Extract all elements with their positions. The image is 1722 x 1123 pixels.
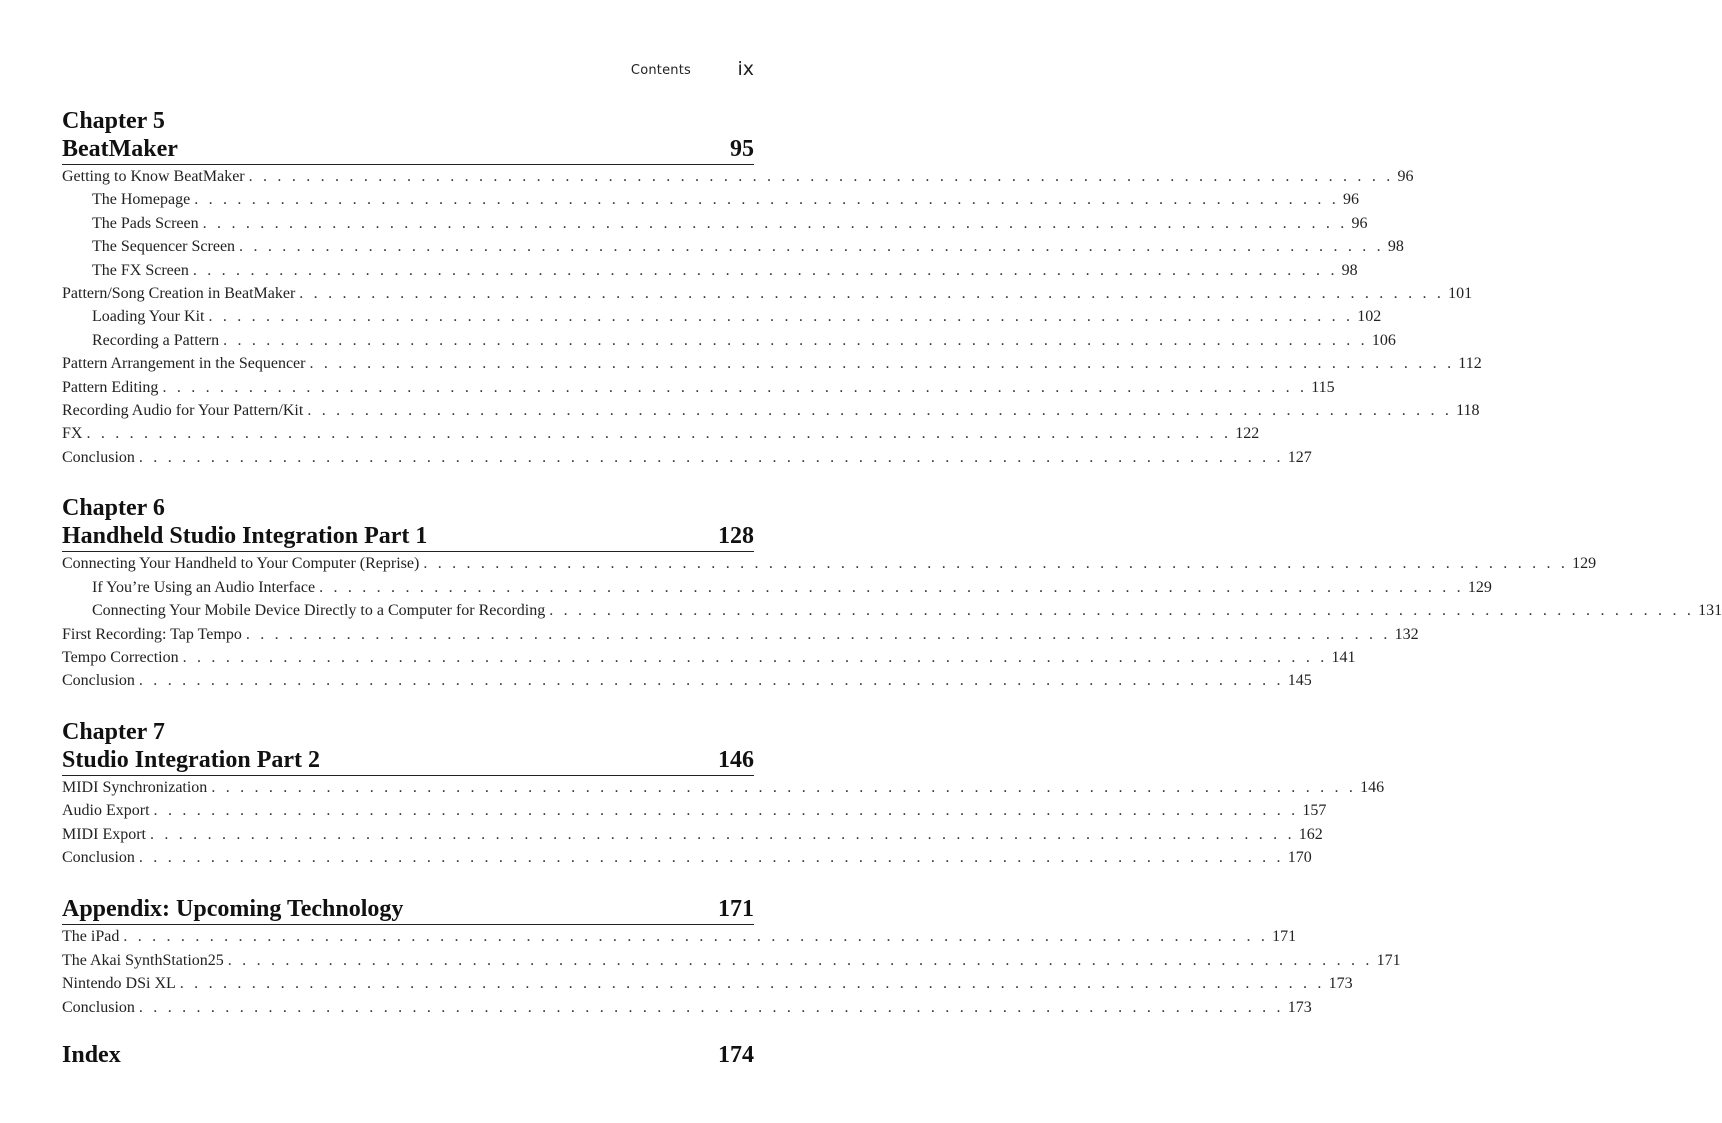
toc-subentry[interactable] — [62, 259, 1358, 282]
dot-leader: . . . . . . . . . . . . . . . . . . . . . . . . . . . . . . . . . . . . . . . . . . . . . . . . . . . . . . . . . . . . . . . . . . . . . . . . . . . . . . . . — [248, 168, 1394, 185]
dot-leader: . . . . . . . . . . . . . . . . . . . . . . . . . . . . . . . . . . . . . . . . . . . . . . . . . . . . . . . . . . . . . . . . . . . . . . . . . . . . . . . . — [138, 848, 1284, 866]
chapter-title: Index — [62, 1041, 121, 1068]
page-number: ix — [737, 58, 754, 80]
entry-page-number: 171 — [1376, 951, 1401, 969]
entry-page-number: 122 — [1235, 425, 1260, 443]
toc-entry[interactable] — [62, 669, 1312, 692]
toc-entry[interactable] — [62, 422, 1260, 445]
chapter-title: Appendix: Upcoming Technology — [62, 896, 404, 923]
toc-subentry[interactable] — [62, 599, 1722, 622]
dot-leader: . . . . . . . . . . . . . . . . . . . . . . . . . . . . . . . . . . . . . . . . . . . . . . . . . . . . . . . . . . . . . . . . . . . . . . . . . . . . . . . . — [208, 308, 1354, 326]
dot-leader: . . . . . . . . . . . . . . . . . . . . . . . . . . . . . . . . . . . . . . . . . . . . . . . . . . . . . . . . . . . . . . . . . . . . . . . . . . . . . . . . — [86, 425, 1232, 443]
dot-leader: . . . . . . . . . . . . . . . . . . . . . . . . . . . . . . . . . . . . . . . . . . . . . . . . . . . . . . . . . . . . . . . . . . . . . . . . . . . . . . . . — [192, 261, 1338, 279]
dot-leader: . . . . . . . . . . . . . . . . . . . . . . . . . . . . . . . . . . . . . . . . . . . . . . . . . . . . . . . . . . . . . . . . . . . . . . . . . . . . . . . . — [123, 928, 1269, 946]
dot-leader: . . . . . . . . . . . . . . . . . . . . . . . . . . . . . . . . . . . . . . . . . . . . . . . . . . . . . . . . . . . . . . . . . . . . . . . . . . . . . . . . — [423, 555, 1569, 573]
toc-subentry[interactable] — [62, 305, 1382, 328]
chapter-heading[interactable] — [62, 1041, 754, 1070]
chapter-heading[interactable] — [62, 746, 754, 776]
entry-page-number: 101 — [1448, 285, 1473, 303]
entry-title: The Pads Screen — [92, 214, 199, 232]
toc-entry[interactable] — [62, 352, 1482, 375]
entry-page-number: 115 — [1311, 378, 1335, 396]
toc-entry[interactable] — [62, 623, 1419, 646]
entry-title: Connecting Your Handheld to Your Computer (Reprise) — [62, 555, 420, 573]
chapter-page-number: 128 — [718, 523, 754, 550]
dot-leader: . . . . . . . . . . . . . . . . . . . . . . . . . . . . . . . . . . . . . . . . . . . . . . . . . . . . . . . . . . . . . . . . . . . . . . . . . . . . . . . . — [211, 778, 1357, 796]
entry-title: First Recording: Tap Tempo — [62, 625, 242, 643]
chapter-label: Chapter 6 — [62, 495, 165, 522]
toc-subentry[interactable] — [62, 576, 1492, 599]
entry-page-number: 96 — [1343, 191, 1359, 209]
dot-leader: . . . . . . . . . . . . . . . . . . . . . . . . . . . . . . . . . . . . . . . . . . . . . . . . . . . . . . . . . . . . . . . . . . . . . . . . . . . . . . . . — [245, 625, 1391, 643]
dot-leader: . . . . . . . . . . . . . . . . . . . . . . . . . . . . . . . . . . . . . . . . . . . . . . . . . . . . . . . . . . . . . . . . . . . . . . . . . . . . . . . . — [162, 378, 1308, 396]
entry-page-number: 112 — [1458, 355, 1482, 373]
toc-entry[interactable] — [62, 552, 1597, 575]
chapter-page-number: 171 — [718, 896, 754, 923]
entry-page-number: 118 — [1456, 402, 1480, 420]
toc-entry[interactable] — [62, 972, 1353, 995]
toc-entry[interactable] — [62, 925, 1297, 948]
entry-title: Conclusion — [62, 848, 135, 866]
toc-chapter — [62, 108, 1482, 469]
entry-page-number: 145 — [1287, 672, 1312, 690]
dot-leader: . . . . . . . . . . . . . . . . . . . . . . . . . . . . . . . . . . . . . . . . . . . . . . . . . . . . . . . . . . . . . . . . . . . . . . . . . . . . . . . . — [149, 825, 1295, 843]
entry-title: Connecting Your Mobile Device Directly to a Computer for Recording — [92, 602, 546, 620]
entry-title: Pattern Editing — [62, 378, 159, 396]
dot-leader: . . . . . . . . . . . . . . . . . . . . . . . . . . . . . . . . . . . . . . . . . . . . . . . . . . . . . . . . . . . . . . . . . . . . . . . . . . . . . . . . — [138, 998, 1284, 1016]
entry-page-number: 102 — [1357, 308, 1382, 326]
entry-title: Getting to Know BeatMaker — [62, 168, 245, 185]
entry-title: The FX Screen — [92, 261, 189, 279]
entry-title: The iPad — [62, 928, 120, 946]
entry-page-number: 157 — [1302, 802, 1327, 820]
dot-leader: . . . . . . . . . . . . . . . . . . . . . . . . . . . . . . . . . . . . . . . . . . . . . . . . . . . . . . . . . . . . . . . . . . . . . . . . . . . . . . . . — [239, 238, 1384, 256]
entry-page-number: 98 — [1341, 261, 1358, 279]
entry-page-number: 98 — [1387, 238, 1404, 256]
toc-entry[interactable] — [62, 399, 1480, 422]
entry-page-number: 129 — [1467, 578, 1492, 596]
table-of-contents — [62, 108, 1722, 1092]
entry-title: Audio Export — [62, 802, 150, 820]
entry-title: Pattern/Song Creation in BeatMaker — [62, 285, 296, 303]
chapter-heading[interactable] — [62, 522, 754, 552]
chapter-page-number: 146 — [718, 746, 754, 773]
chapter-title: Handheld Studio Integration Part 1 — [62, 523, 428, 550]
toc-chapter — [62, 895, 1401, 1019]
entry-title: The Akai SynthStation25 — [62, 951, 224, 969]
dot-leader: . . . . . . . . . . . . . . . . . . . . . . . . . . . . . . . . . . . . . . . . . . . . . . . . . . . . . . . . . . . . . . . . . . . . . . . . . . . . . . . . — [227, 951, 1373, 969]
entry-title: Loading Your Kit — [92, 308, 205, 326]
entry-title: Nintendo DSi XL — [62, 975, 176, 993]
chapter-heading[interactable] — [62, 895, 754, 925]
toc-entry[interactable] — [62, 165, 1414, 188]
running-head: Contents — [630, 63, 691, 78]
entry-title: If You’re Using an Audio Interface — [92, 578, 316, 596]
toc-entry[interactable] — [62, 799, 1327, 822]
dot-leader: . . . . . . . . . . . . . . . . . . . . . . . . . . . . . . . . . . . . . . . . . . . . . . . . . . . . . . . . . . . . . . . . . . . . . . . . . . . . . . . . — [307, 402, 1453, 420]
dot-leader: . . . . . . . . . . . . . . . . . . . . . . . . . . . . . . . . . . . . . . . . . . . . . . . . . . . . . . . . . . . . . . . . . . . . . . . . . . . . . . . . — [309, 355, 1455, 373]
chapter-page-number: 174 — [718, 1041, 754, 1068]
dot-leader: . . . . . . . . . . . . . . . . . . . . . . . . . . . . . . . . . . . . . . . . . . . . . . . . . . . . . . . . . . . . . . . . . . . . . . . . . . . . . . . . — [182, 648, 1328, 666]
toc-chapter — [62, 718, 1385, 870]
entry-page-number: 162 — [1298, 825, 1323, 843]
entry-title: Tempo Correction — [62, 648, 179, 666]
entry-page-number: 96 — [1397, 168, 1414, 185]
toc-entry[interactable] — [62, 446, 1312, 469]
entry-title: Conclusion — [62, 448, 135, 466]
toc-subentry[interactable] — [62, 235, 1404, 258]
dot-leader: . . . . . . . . . . . . . . . . . . . . . . . . . . . . . . . . . . . . . . . . . . . . . . . . . . . . . . . . . . . . . . . . . . . . . . . . . . . . . . . . — [319, 578, 1464, 596]
entry-page-number: 127 — [1287, 448, 1312, 466]
entry-page-number: 173 — [1328, 975, 1353, 993]
entry-title: Pattern Arrangement in the Sequencer — [62, 355, 306, 373]
toc-entry[interactable] — [62, 776, 1385, 799]
page-header — [62, 58, 754, 82]
entry-page-number: 141 — [1331, 648, 1356, 666]
toc-subentry[interactable] — [62, 212, 1368, 235]
dot-leader: . . . . . . . . . . . . . . . . . . . . . . . . . . . . . . . . . . . . . . . . . . . . . . . . . . . . . . . . . . . . . . . . . . . . . . . . . . . . . . . . — [549, 602, 1695, 620]
toc-subentry[interactable] — [62, 329, 1396, 352]
toc-entry[interactable] — [62, 282, 1473, 305]
entry-title: Recording Audio for Your Pattern/Kit — [62, 402, 304, 420]
dot-leader: . . . . . . . . . . . . . . . . . . . . . . . . . . . . . . . . . . . . . . . . . . . . . . . . . . . . . . . . . . . . . . . . . . . . . . . . . . . . . . . . — [299, 285, 1445, 303]
entry-title: Conclusion — [62, 672, 135, 690]
entry-page-number: 170 — [1287, 848, 1312, 866]
chapter-label: Chapter 5 — [62, 108, 165, 134]
chapter-heading[interactable] — [62, 135, 754, 165]
dot-leader: . . . . . . . . . . . . . . . . . . . . . . . . . . . . . . . . . . . . . . . . . . . . . . . . . . . . . . . . . . . . . . . . . . . . . . . . . . . . . . . . — [138, 448, 1284, 466]
toc-subentry[interactable] — [62, 188, 1359, 211]
toc-entry[interactable] — [62, 823, 1323, 846]
entry-title: The Homepage — [92, 191, 191, 209]
entry-page-number: 129 — [1572, 555, 1597, 573]
entry-page-number: 106 — [1371, 331, 1396, 349]
toc-chapter — [62, 495, 1722, 692]
entry-page-number: 173 — [1287, 998, 1312, 1016]
toc-entry[interactable] — [62, 949, 1401, 972]
toc-entry[interactable] — [62, 846, 1312, 869]
entry-title: The Sequencer Screen — [92, 238, 236, 256]
dot-leader: . . . . . . . . . . . . . . . . . . . . . . . . . . . . . . . . . . . . . . . . . . . . . . . . . . . . . . . . . . . . . . . . . . . . . . . . . . . . . . . . — [223, 331, 1368, 349]
dot-leader: . . . . . . . . . . . . . . . . . . . . . . . . . . . . . . . . . . . . . . . . . . . . . . . . . . . . . . . . . . . . . . . . . . . . . . . . . . . . . . . . — [202, 214, 1348, 232]
chapter-page-number: 95 — [730, 136, 754, 162]
entry-title: FX — [62, 425, 83, 443]
entry-page-number: 96 — [1351, 214, 1368, 232]
entry-page-number: 131 — [1698, 602, 1722, 620]
entry-page-number: 146 — [1360, 778, 1385, 796]
entry-page-number: 132 — [1394, 625, 1419, 643]
dot-leader: . . . . . . . . . . . . . . . . . . . . . . . . . . . . . . . . . . . . . . . . . . . . . . . . . . . . . . . . . . . . . . . . . . . . . . . . . . . . . . . . — [179, 975, 1325, 993]
toc-chapter — [62, 1041, 754, 1070]
chapter-title: Studio Integration Part 2 — [62, 746, 320, 773]
dot-leader: . . . . . . . . . . . . . . . . . . . . . . . . . . . . . . . . . . . . . . . . . . . . . . . . . . . . . . . . . . . . . . . . . . . . . . . . . . . . . . . . — [194, 191, 1339, 209]
chapter-title: BeatMaker — [62, 136, 178, 162]
toc-entry[interactable] — [62, 996, 1312, 1019]
entry-title: MIDI Synchronization — [62, 778, 208, 796]
dot-leader: . . . . . . . . . . . . . . . . . . . . . . . . . . . . . . . . . . . . . . . . . . . . . . . . . . . . . . . . . . . . . . . . . . . . . . . . . . . . . . . . — [138, 672, 1284, 690]
entry-title: MIDI Export — [62, 825, 146, 843]
dot-leader: . . . . . . . . . . . . . . . . . . . . . . . . . . . . . . . . . . . . . . . . . . . . . . . . . . . . . . . . . . . . . . . . . . . . . . . . . . . . . . . . — [153, 802, 1299, 820]
chapter-label: Chapter 7 — [62, 718, 165, 745]
entry-title: Conclusion — [62, 998, 135, 1016]
toc-entry[interactable] — [62, 376, 1335, 399]
entry-page-number: 171 — [1272, 928, 1297, 946]
entry-title: Recording a Pattern — [92, 331, 220, 349]
toc-entry[interactable] — [62, 646, 1356, 669]
